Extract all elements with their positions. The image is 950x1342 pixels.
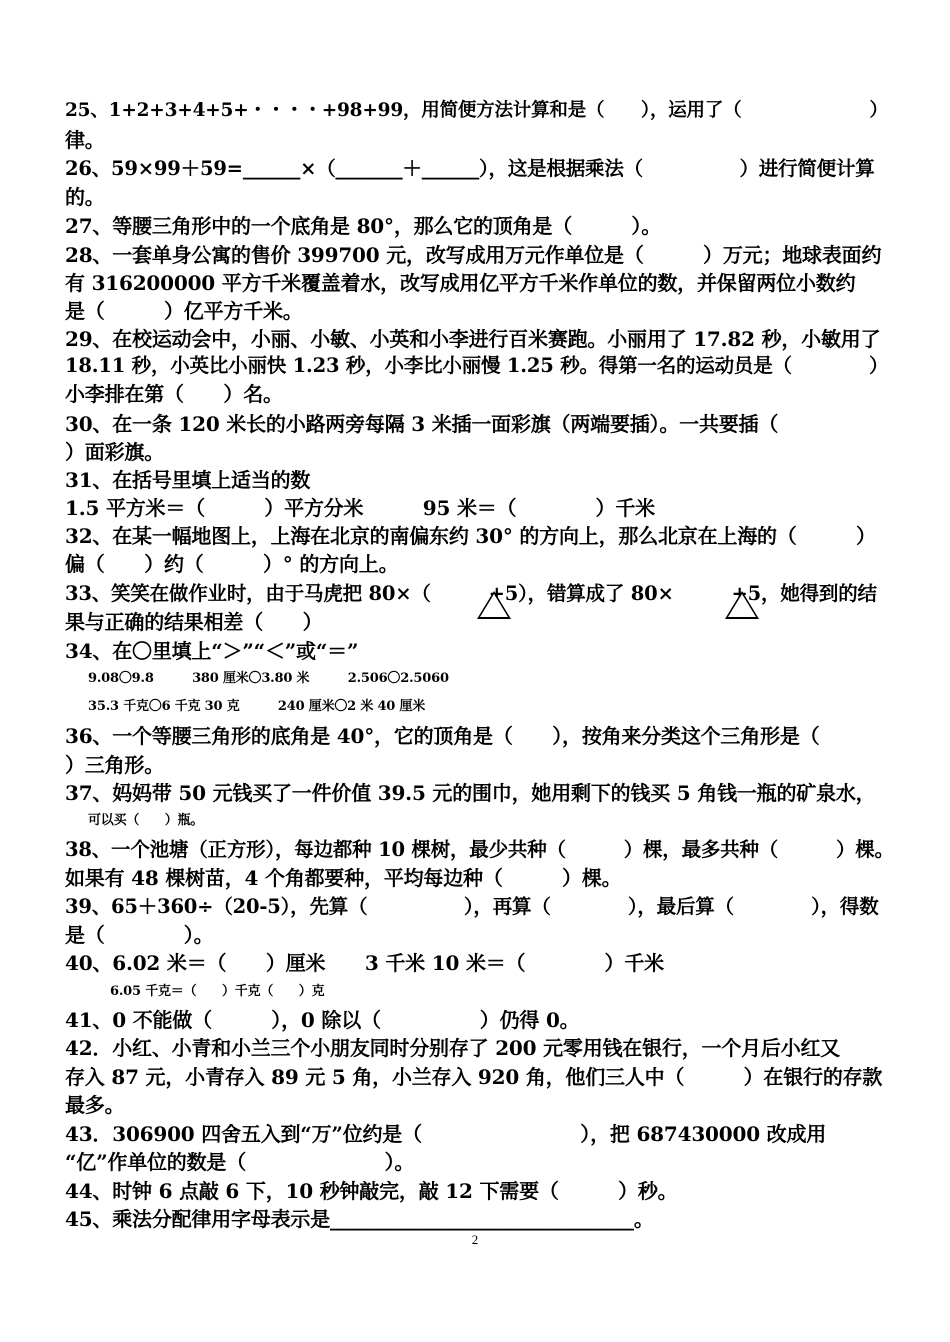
q29-line2: 18.11 秒，小英比小丽快 1.23 秒，小李比小丽慢 1.25 秒。得第一名的运动员是（ ） [65,354,889,377]
q39-line1: 39、65＋360÷（20-5），先算（ ），再算（ ），最后算（ ），得数 [65,895,879,918]
q43-line2: “亿”作单位的数是（ ）。 [65,1150,415,1174]
q32-line1: 32、在某一幅地图上，上海在北京的南偏东约 30° 的方向上，那么北京在上海的（ ） [65,524,876,548]
triangle-icon [477,591,511,619]
q25-line2: 律。 [65,128,105,152]
q28-line2: 有 316200000 平方千米覆盖着水，改写成用亿平方千米作单位的数，并保留两位小数约 [65,271,856,295]
q33-line1: 33、笑笑在做作业时，由于马虎把 80×（ +5），错算成了 80× +5，她得到的结 [65,582,877,605]
q25-line1: 25、1+2+3+4+5+・・・・+98+99，用简便方法计算和是（ ），运用了（ ） [65,100,888,121]
q27-line: 27、等腰三角形中的一个底角是 80°，那么它的顶角是（ ）。 [65,214,662,238]
q37-line1: 37、妈妈带 50 元钱买了一件价值 39.5 元的围巾，她用剩下的钱买 5 角钱一瓶的矿泉水， [65,781,876,805]
q34-line2: 9.08〇9.8 380 厘米〇3.80 米 2.506〇2.5060 [88,671,449,686]
q42-line3: 最多。 [65,1093,125,1117]
q38-line1: 38、一个池塘（正方形），每边都种 10 棵树，最少共种（ ）棵，最多共种（ ）棵。 [65,838,894,861]
q30-line2: ）面彩旗。 [65,440,164,464]
q31-line1: 31、在括号里填上适当的数 [65,468,311,492]
q30-line1: 30、在一条 120 米长的小路两旁每隔 3 米插一面彩旗（两端要插）。一共要插（ [65,412,779,436]
q26-line1: 26、59×99＋59=______×（_______＋______），这是根据乘法（ ）进行简便计算 [65,157,875,180]
triangle-icon [725,591,759,619]
q43-line1: 43．306900 四舍五入到“万”位约是（ ），把 687430000 改成用 [65,1122,827,1146]
page-number: 2 [471,1232,479,1247]
q38-line2: 如果有 48 棵树苗，4 个角都要种，平均每边种（ ）棵。 [65,866,622,890]
q29-line3: 小李排在第（ ）名。 [65,382,283,406]
q42-line2: 存入 87 元，小青存入 89 元 5 角，小兰存入 920 角，他们三人中（ ）在银行的存款 [65,1065,883,1089]
q36-line2: ）三角形。 [65,753,164,777]
q34-line3: 35.3 千克〇6 千克 30 克 240 厘米〇2 米 40 厘米 [88,699,426,714]
q29-line1: 29、在校运动会中，小丽、小敏、小英和小李进行百米赛跑。小丽用了 17.82 秒，小敏用了 [65,327,881,351]
q41-line: 41、0 不能做（ ），0 除以（ ）仍得 0。 [65,1008,580,1032]
q32-line2: 偏（ ）约（ ）° 的方向上。 [65,552,399,576]
q44-line: 44、时钟 6 点敲 6 下，10 秒钟敲完，敲 12 下需要（ ）秒。 [65,1179,678,1203]
q31-line2: 1.5 平方米＝（ ）平方分米 95 米＝（ ）千米 [65,496,655,520]
q28-line1: 28、一套单身公寓的售价 399700 元，改写成用万元作单位是（ ）万元；地球表面约 [65,243,882,267]
q37-line2: 可以买（ ）瓶。 [88,813,204,828]
q42-line1: 42．小红、小青和小兰三个小朋友同时分别存了 200 元零用钱在银行，一个月后小红又 [65,1036,841,1060]
q40-line2: 6.05 千克＝（ ）千克（ ）克 [110,984,325,999]
q36-line1: 36、一个等腰三角形的底角是 40°，它的顶角是（ ），按角来分类这个三角形是（ [65,724,820,748]
q39-line2: 是（ ）。 [65,923,214,947]
q34-line1: 34、在〇里填上“＞”“＜”或“＝” [65,639,359,663]
q45-line: 45、乘法分配律用字母表示是_______________________________。 [65,1207,654,1231]
q26-line2: 的。 [65,185,105,209]
q40-line1: 40、6.02 米＝（ ）厘米 3 千米 10 米＝（ ）千米 [65,951,664,975]
q28-line3: 是（ ）亿平方千米。 [65,299,303,323]
q33-line2: 果与正确的结果相差（ ） [65,610,323,634]
